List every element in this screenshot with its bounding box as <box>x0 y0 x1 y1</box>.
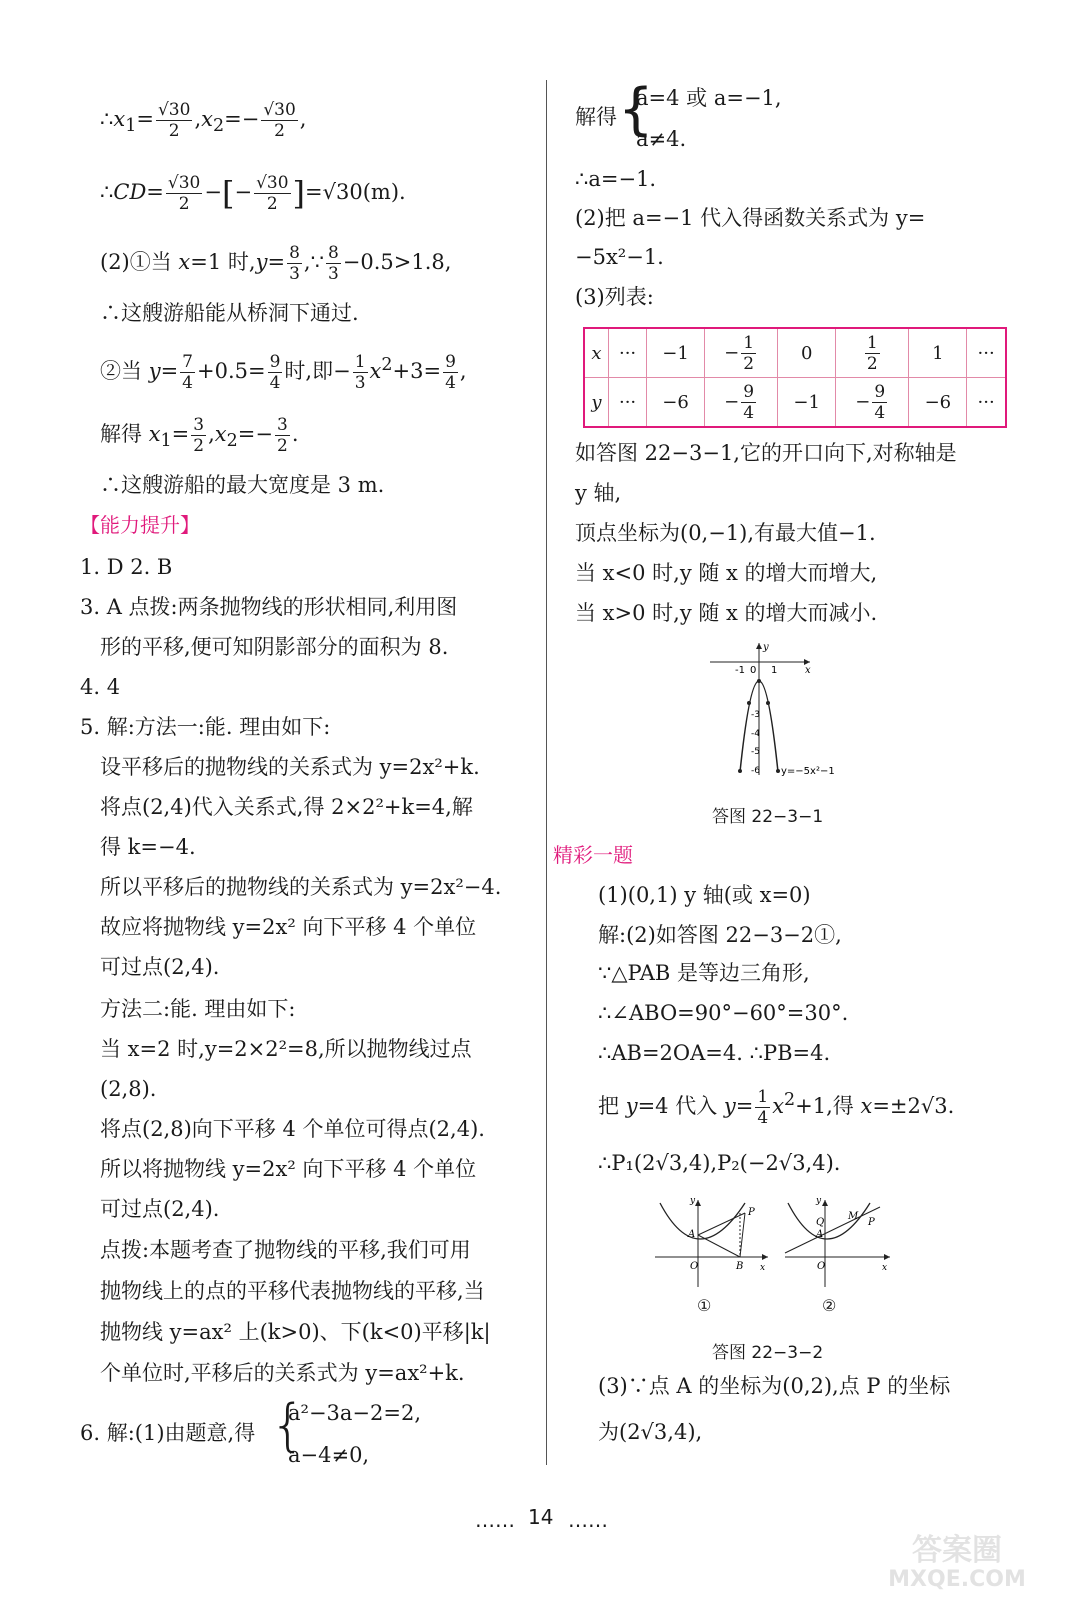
svg-text:-4: -4 <box>751 729 760 739</box>
line-solve-x: 解得 $x_1=$ $\frac{3}{2}$ $,x_2=-$ $\frac{3}{2}$ . <box>100 415 299 456</box>
solve-brace: { <box>618 77 654 142</box>
svg-text:y: y <box>763 642 769 653</box>
table-cell: − $\frac{9}{4}$ <box>704 378 777 428</box>
divider <box>546 80 547 1465</box>
solve-label: 解得 <box>575 105 617 129</box>
svg-text:1: 1 <box>771 665 778 676</box>
table-cell: − $\frac{9}{4}$ <box>836 378 909 428</box>
table-cell: − $\frac{1}{2}$ <box>704 328 777 378</box>
svg-text:P: P <box>748 1207 755 1218</box>
answer-5-n: 点拨:本题考查了抛物线的平移,我们可用 <box>100 1238 471 1262</box>
svg-text:答案圈: 答案圈 <box>912 1533 1002 1568</box>
ex-b2: 解:(2)如答图 22−3−2①, <box>598 923 842 947</box>
analysis-line4: 当 x<0 时,y 随 x 的增大而增大, <box>575 561 878 585</box>
answer-5-q: 个单位时,平移后的关系式为 y=ax²+k. <box>100 1361 465 1385</box>
answer-5-m: 可过点(2,4). <box>100 1197 220 1221</box>
figure-1-caption: 答图 22−3−1 <box>712 807 824 827</box>
svg-text:-3: -3 <box>751 710 760 720</box>
svg-text:O: O <box>817 1261 826 1272</box>
figure-parabola-2b <box>780 1195 900 1290</box>
ex-b3: ∵△PAB 是等边三角形, <box>598 961 810 985</box>
section-ability: 【能力提升】 <box>80 513 200 537</box>
ex-b8: (3)∵点 A 的坐标为(0,2),点 P 的坐标 <box>598 1374 951 1398</box>
line-can-pass: ∴这艘游船能从桥洞下通过. <box>100 301 359 325</box>
svg-text:M: M <box>848 1211 859 1222</box>
answer-6-eq1: a²−3a−2=2, <box>288 1401 422 1425</box>
value-table <box>583 327 1007 428</box>
answer-5-d: 得 k=−4. <box>100 835 196 859</box>
figure-2-label-1: ① <box>697 1296 712 1315</box>
svg-text:P: P <box>868 1217 875 1228</box>
table-cell: ··· <box>609 378 647 428</box>
svg-text:A: A <box>816 1229 824 1240</box>
line-max-width: ∴这艘游船的最大宽度是 3 m. <box>100 473 385 497</box>
ex-b9: 为(2√3,4), <box>598 1420 703 1444</box>
ex-b6: 把 y=4 代入 y= $\frac{1}{4}$ $x^2+1$,得 x=±2√3. <box>598 1087 955 1128</box>
answer-6-a: 6. 解:(1)由题意,得 <box>80 1421 256 1445</box>
analysis-line1: 如答图 22−3−1,它的开口向下,对称轴是 <box>575 441 957 465</box>
answer-5-k: 将点(2,8)向下平移 4 个单位可得点(2,4). <box>100 1117 485 1141</box>
table-cell: $\frac{1}{2}$ <box>836 328 909 378</box>
answer-4: 4. 4 <box>80 675 121 699</box>
table-cell: −6 <box>647 378 705 428</box>
page-number: 14 <box>528 1505 554 1529</box>
table-cell: ··· <box>609 328 647 378</box>
line-cd: ∴CD= $\frac{√30}{2}$ −[− $\frac{√30}{2}$ ]=√30(m). <box>100 173 406 214</box>
part2-line2: −5x²−1. <box>575 245 664 269</box>
line-part2-2: ②当 y= $\frac{7}{4}$ +0.5= $\frac{9}{4}$ 时,即− $\frac{1}{3}$ $x^2+3=$ $\frac{9}{4}$ , <box>100 352 467 393</box>
svg-text:x: x <box>805 665 811 676</box>
fig1-curve-label: y=−5x²−1 <box>781 766 835 777</box>
answer-3-line1: 3. A 点拨:两条抛物线的形状相同,利用图 <box>80 595 458 619</box>
answer-5-o: 抛物线上的点的平移代表抛物线的平移,当 <box>100 1279 485 1303</box>
table-cell: −6 <box>909 378 967 428</box>
analysis-line2: y 轴, <box>575 481 622 505</box>
a-value: ∴a=−1. <box>575 167 657 191</box>
answer-5-i: 当 x=2 时,y=2×2²=8,所以抛物线过点 <box>100 1037 472 1061</box>
svg-text:Q: Q <box>816 1217 825 1228</box>
ex-b7: ∴P₁(2√3,4),P₂(−2√3,4). <box>598 1151 841 1175</box>
svg-text:MXQE.COM: MXQE.COM <box>888 1567 1026 1592</box>
line-x-solution: $\therefore x_1=$ $\frac{√30}{2}$ $,x_2=-$ $\frac{√30}{2}$ , <box>100 100 307 141</box>
answer-1-2: 1. D 2. B <box>80 555 173 579</box>
answer-5-g: 可过点(2,4). <box>100 955 220 979</box>
svg-text:B: B <box>736 1261 744 1272</box>
figure-2-label-2: ② <box>822 1296 837 1315</box>
answer-6-brace: { <box>270 1393 306 1458</box>
answer-5-f: 故应将抛物线 y=2x² 向下平移 4 个单位 <box>100 915 477 939</box>
figure-parabola-1 <box>705 640 855 780</box>
answer-5-c: 将点(2,4)代入关系式,得 2×2²+k=4,解 <box>100 795 473 819</box>
table-cell: 1 <box>909 328 967 378</box>
table-cell: 0 <box>778 328 836 378</box>
answer-5-h: 方法二:能. 理由如下: <box>100 997 296 1021</box>
answer-6-eq2: a−4≠0, <box>288 1443 370 1467</box>
ex-b4: ∴∠ABO=90°−60°=30°. <box>598 1001 849 1025</box>
solve-eq2: a≠4. <box>636 127 687 151</box>
svg-text:-5: -5 <box>751 747 760 757</box>
page-dots-right: …… <box>568 1508 608 1532</box>
svg-text:A: A <box>688 1229 696 1240</box>
svg-text:0: 0 <box>750 665 757 676</box>
answer-5-l: 所以将抛物线 y=2x² 向下平移 4 个单位 <box>100 1157 477 1181</box>
ex-b1: (1)(0,1) y 轴(或 x=0) <box>598 883 811 907</box>
answer-5-b: 设平移后的抛物线的关系式为 y=2x²+k. <box>100 755 480 779</box>
analysis-line5: 当 x>0 时,y 随 x 的增大而减小. <box>575 601 878 625</box>
table-cell: −1 <box>778 378 836 428</box>
part2-line1: (2)把 a=−1 代入得函数关系式为 y= <box>575 206 926 230</box>
svg-text:-6: -6 <box>751 766 760 776</box>
svg-text:O: O <box>690 1261 699 1272</box>
answer-5-a: 5. 解:方法一:能. 理由如下: <box>80 715 331 739</box>
svg-text:x: x <box>882 1263 888 1273</box>
figure-parabola-2a <box>650 1195 780 1290</box>
answer-5-j: (2,8). <box>100 1077 157 1101</box>
table-row-y <box>584 378 1006 428</box>
svg-text:-1: -1 <box>735 665 745 676</box>
section-highlight: 精彩一题 <box>553 843 633 867</box>
svg-text:y: y <box>690 1196 696 1206</box>
table-row-x <box>584 328 1006 378</box>
table-cell: y <box>584 378 609 428</box>
answer-5-e: 所以平移后的抛物线的关系式为 y=2x²−4. <box>100 875 502 899</box>
part3-label: (3)列表: <box>575 285 654 309</box>
ex-b5: ∴AB=2OA=4. ∴PB=4. <box>598 1041 831 1065</box>
table-cell: ··· <box>967 328 1006 378</box>
svg-text:x: x <box>760 1263 766 1273</box>
analysis-line3: 顶点坐标为(0,−1),有最大值−1. <box>575 521 876 545</box>
svg-text:y: y <box>816 1196 822 1206</box>
page-dots-left: …… <box>475 1508 515 1532</box>
answer-3-line2: 形的平移,便可知阴影部分的面积为 8. <box>100 635 449 659</box>
watermark-logo <box>857 1512 1057 1592</box>
figure-2-caption: 答图 22−3−2 <box>712 1343 824 1363</box>
table-cell: −1 <box>647 328 705 378</box>
line-part2-1: (2)①当 x=1 时,y= $\frac{8}{3}$ ,∵ $\frac{8}{3}$ −0.5>1.8, <box>100 243 452 284</box>
table-cell: x <box>584 328 609 378</box>
answer-5-p: 抛物线 y=ax² 上(k>0)、下(k<0)平移|k| <box>100 1320 491 1344</box>
table-cell: ··· <box>967 378 1006 428</box>
solve-eq1: a=4 或 a=−1, <box>636 86 782 110</box>
